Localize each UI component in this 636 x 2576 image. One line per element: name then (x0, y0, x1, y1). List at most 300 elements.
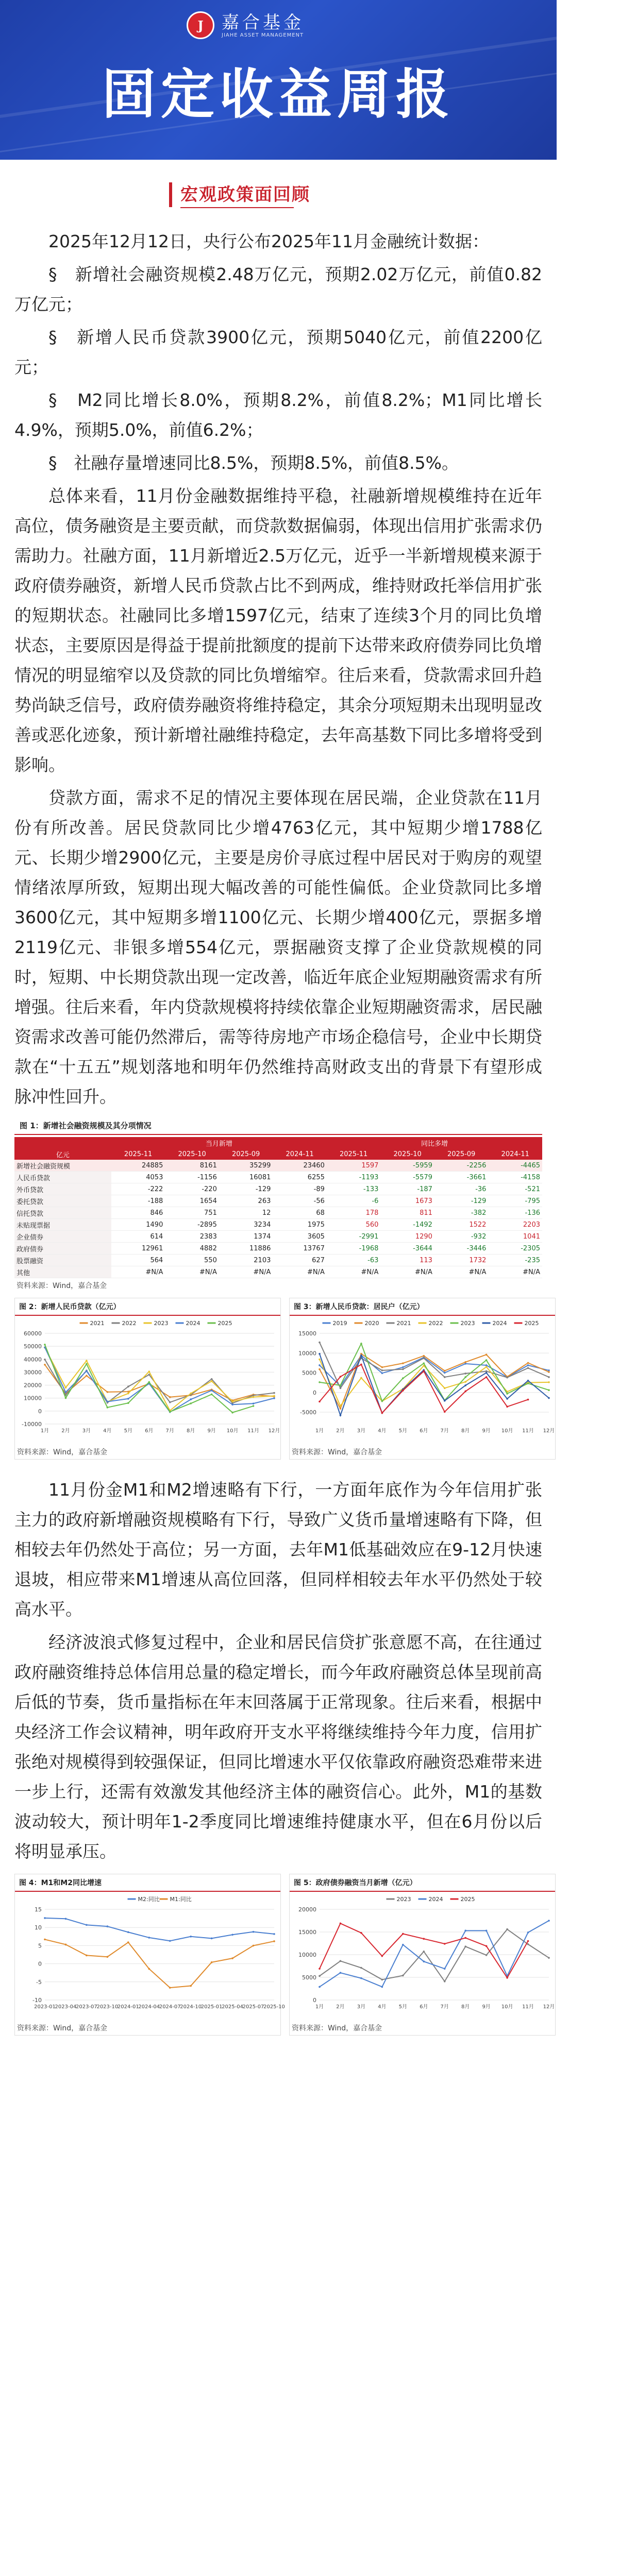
x-tick-label: 2023-10 (96, 2004, 119, 2010)
table-row (14, 1207, 542, 1219)
table-cell: -235 (488, 1255, 542, 1266)
table-cell: -129 (434, 1195, 489, 1207)
y-tick-label: 10000 (298, 1952, 316, 1958)
data-point (381, 1412, 383, 1414)
table-cell: -63 (327, 1255, 381, 1266)
data-point (486, 1370, 488, 1372)
data-point (253, 1402, 255, 1404)
data-point (548, 1389, 550, 1391)
logo-name-en: JIAHE ASSET MANAGEMENT (222, 32, 304, 38)
x-tick-label: 9月 (482, 1428, 491, 1434)
legend-label: M2:同比 (138, 1896, 160, 1903)
table-cell: 11886 (219, 1243, 273, 1255)
table-cell: -188 (111, 1195, 165, 1207)
table-cell: -3661 (434, 1172, 489, 1183)
table-column-header: 2025-09 (219, 1148, 273, 1160)
data-point (127, 1931, 129, 1934)
data-point (548, 1397, 550, 1399)
section-heading (0, 160, 557, 227)
data-point (273, 1392, 275, 1394)
x-tick-label: 7月 (440, 1428, 449, 1434)
data-point (360, 1343, 362, 1345)
chart-m1-m2 (14, 1874, 285, 2036)
table-cell: -2991 (327, 1231, 381, 1243)
x-tick-label: 2023-01 (34, 2004, 56, 2010)
table-row-label: 企业债券 (14, 1231, 111, 1243)
data-point (319, 1342, 321, 1344)
logo-text (222, 13, 304, 38)
chart-row-1 (14, 1298, 555, 1460)
data-point (527, 1940, 529, 1942)
data-point (506, 1393, 508, 1395)
y-tick-label: 0 (38, 1960, 42, 1968)
data-point (360, 1932, 362, 1934)
x-tick-label: 9月 (207, 1428, 216, 1434)
table-cell: 3605 (273, 1231, 327, 1243)
data-point (486, 1366, 488, 1368)
y-tick-label: 0 (313, 1389, 316, 1396)
table-cell: 6255 (273, 1172, 327, 1183)
x-tick-label: 6月 (420, 2004, 428, 2010)
data-point (190, 1936, 192, 1938)
data-point (486, 1945, 488, 1947)
data-point (169, 1940, 171, 1942)
data-point (190, 1985, 192, 1987)
x-tick-label: 1月 (315, 2004, 324, 2010)
data-point (65, 1918, 67, 1920)
table-cell: 1490 (111, 1219, 165, 1231)
figure-1 (14, 1117, 542, 1293)
data-point (548, 1957, 550, 1959)
data-point (360, 1977, 362, 1979)
legend-label: 2023 (154, 1320, 169, 1327)
data-point (107, 1925, 109, 1927)
chart-caption: 图 2：新增人民币贷款（亿元） (15, 1298, 280, 1316)
data-point (340, 1922, 342, 1924)
table-cell: 1975 (273, 1219, 327, 1231)
y-tick-label: 5 (38, 1942, 42, 1950)
data-point (107, 1401, 109, 1403)
table-cell: -2305 (488, 1243, 542, 1255)
data-point (231, 1934, 233, 1936)
chart-caption: 图 4：M1和M2同比增速 (15, 1874, 280, 1892)
series-line-2024 (320, 1921, 549, 1987)
data-point (381, 1366, 383, 1368)
table-cell: 614 (111, 1231, 165, 1243)
table-cell: -129 (219, 1183, 273, 1195)
legend-label: 2021 (90, 1320, 105, 1327)
series-line-M2 (45, 1918, 274, 1941)
data-point (107, 1406, 109, 1409)
data-point (464, 1945, 466, 1947)
x-tick-label: 12月 (268, 1428, 280, 1434)
data-point (464, 1372, 466, 1375)
legend-label: 2025 (217, 1320, 232, 1327)
data-point (360, 1354, 362, 1357)
data-point (402, 1975, 404, 1977)
chart-svg (290, 1316, 555, 1445)
table-cell: -382 (434, 1207, 489, 1219)
table-cell: 1597 (327, 1160, 381, 1172)
table-cell: -136 (488, 1207, 542, 1219)
data-point (44, 1364, 46, 1366)
y-tick-label: -10000 (22, 1421, 42, 1428)
data-point (340, 1960, 342, 1962)
data-point (86, 1360, 88, 1362)
x-tick-label: 10月 (226, 1428, 239, 1434)
table-cell: -222 (111, 1183, 165, 1195)
x-tick-label: 2025-01 (200, 2004, 223, 2010)
data-point (527, 1943, 529, 1945)
data-point (444, 1370, 446, 1372)
data-point (340, 1387, 342, 1389)
data-point (211, 1389, 213, 1392)
table-cell: 1041 (488, 1231, 542, 1243)
data-point (527, 1364, 529, 1366)
table-cell: -5959 (380, 1160, 434, 1172)
data-point (148, 1370, 150, 1372)
paragraph-overview: 总体来看，11月份金融数据维持平稳，社融新增规模维持在近年高位，债务融资是主要贡献，而贷款数据偏弱，体现出信用扩张需求仍需助力。社融方面，11月新增近2.5万亿元，近乎一半新增规模来源于政府债券融资，新增人民币贷款占比不到两成，维持财政托举信用扩张的短期状态。社融同比多增1597亿元，结束了连续3个月的同比负增状态，主要原因是得益于提前批额度的提前下达带来政府债券同比负增情况的明显缩窄以及贷款的同比负增缩窄。往后来看，贷款需求回升趋势尚缺乏信号，政府债券融资将维持稳定，其余分项短期未出现明显改善或恶化迹象，预计新增社融维持稳定，去年高基数下同比多增将受到影响。 (14, 486, 542, 775)
table-row-label: 股票融资 (14, 1255, 111, 1266)
x-tick-label: 4月 (378, 2004, 387, 2010)
x-tick-label: 2025-10 (263, 2004, 285, 2010)
table-row-label: 委托贷款 (14, 1195, 111, 1207)
data-point (548, 1381, 550, 1383)
data-point (211, 1380, 213, 1382)
data-point (127, 1402, 129, 1404)
table-cell: 68 (273, 1207, 327, 1219)
data-point (190, 1402, 192, 1404)
series-line-2025 (45, 1345, 254, 1413)
data-point (527, 1367, 529, 1369)
table-cell: -6 (327, 1195, 381, 1207)
table-row (14, 1160, 542, 1172)
table-cell: -1968 (327, 1243, 381, 1255)
table-row-label: 信托贷款 (14, 1207, 111, 1219)
financing-table (14, 1137, 542, 1278)
chart-caption: 图 5：政府债券融资当月新增（亿元） (290, 1874, 555, 1892)
table-row (14, 1231, 542, 1243)
data-point (402, 1368, 404, 1370)
bullet-social-financing: § 新增社会融资规模2.48万亿元，预期2.02万亿元，前值0.82万亿元； (14, 264, 542, 314)
table-cell: 1290 (380, 1231, 434, 1243)
table-cell: #N/A (434, 1266, 489, 1278)
table-cell: -521 (488, 1183, 542, 1195)
table-row-label: 人民币贷款 (14, 1172, 111, 1183)
y-tick-label: 5000 (302, 1974, 316, 1981)
x-tick-label: 11月 (247, 1428, 259, 1434)
y-tick-label: 60000 (24, 1330, 42, 1337)
table-cell: 846 (111, 1207, 165, 1219)
data-point (527, 1362, 529, 1364)
legend-label: 2022 (122, 1320, 137, 1327)
data-point (423, 1938, 425, 1940)
y-tick-label: -5 (36, 1978, 42, 1986)
y-tick-label: 40000 (24, 1356, 42, 1363)
table-cell: 1374 (219, 1231, 273, 1243)
table-cell: -187 (380, 1183, 434, 1195)
data-point (486, 1376, 488, 1378)
y-tick-label: 20000 (298, 1906, 316, 1913)
data-point (423, 1355, 425, 1357)
x-tick-label: 8月 (461, 2004, 470, 2010)
x-tick-label: 2024-04 (138, 2004, 160, 2010)
data-point (464, 1930, 466, 1932)
figure-1-source: 资料来源：Wind，嘉合基金 (16, 1282, 107, 1290)
table-cell: 4882 (165, 1243, 219, 1255)
x-tick-label: 6月 (420, 1428, 428, 1434)
data-point (402, 1362, 404, 1364)
x-tick-label: 1月 (315, 1428, 324, 1434)
data-point (506, 1377, 508, 1379)
data-point (486, 1354, 488, 1356)
data-point (464, 1361, 466, 1363)
data-point (340, 1405, 342, 1407)
legend-label: 2020 (364, 1320, 379, 1327)
table-row (14, 1183, 542, 1195)
table-cell: #N/A (165, 1266, 219, 1278)
data-point (444, 1376, 446, 1378)
x-tick-label: 8月 (461, 1428, 470, 1434)
section-accent-bar (169, 182, 172, 207)
x-tick-label: 11月 (522, 1428, 534, 1434)
chart-new-rmb-loans (14, 1298, 281, 1460)
table-cell: -1492 (380, 1219, 434, 1231)
data-point (486, 1359, 488, 1361)
data-point (548, 1369, 550, 1371)
table-cell: -220 (165, 1183, 219, 1195)
data-point (273, 1395, 275, 1397)
table-cell: -4465 (488, 1160, 542, 1172)
table-cell: -3446 (434, 1243, 489, 1255)
x-tick-label: 4月 (103, 1428, 112, 1434)
table-cell: #N/A (111, 1266, 165, 1278)
table-row (14, 1172, 542, 1183)
legend-label: M1:同比 (170, 1896, 192, 1903)
data-point (527, 1382, 529, 1384)
table-row-label: 外币贷款 (14, 1183, 111, 1195)
x-tick-label: 10月 (501, 1428, 513, 1434)
data-point (319, 1968, 321, 1970)
data-point (169, 1987, 171, 1989)
data-point (444, 1968, 446, 1970)
data-point (169, 1401, 171, 1403)
table-row-label: 政府债券 (14, 1243, 111, 1255)
table-column-header: 2024-11 (488, 1148, 542, 1160)
table-cell: #N/A (380, 1266, 434, 1278)
data-point (44, 1917, 46, 1919)
data-point (360, 1364, 362, 1366)
data-point (211, 1961, 213, 1963)
x-tick-label: 1月 (40, 1428, 49, 1434)
x-tick-label: 11月 (522, 2004, 534, 2010)
data-point (464, 1384, 466, 1386)
data-point (527, 1399, 529, 1401)
data-point (381, 1979, 383, 1981)
y-tick-label: 15000 (298, 1929, 316, 1936)
x-tick-label: 8月 (186, 1428, 195, 1434)
y-tick-label: 10000 (24, 1395, 42, 1402)
data-point (319, 1401, 321, 1403)
data-point (169, 1411, 171, 1413)
section-title: 宏观政策面回顾 (180, 184, 310, 205)
table-cell: #N/A (488, 1266, 542, 1278)
table-group-header-left: 当月新增 (111, 1137, 327, 1148)
chart-svg (15, 1892, 285, 2021)
table-group-header-right: 同比多增 (327, 1137, 542, 1148)
x-tick-label: 12月 (543, 2004, 555, 2010)
x-tick-label: 2月 (61, 1428, 70, 1434)
chart-caption: 图 3：新增人民币贷款：居民户（亿元） (290, 1298, 555, 1316)
data-point (381, 1955, 383, 1957)
data-point (107, 1391, 109, 1393)
table-row (14, 1195, 542, 1207)
table-cell: 1654 (165, 1195, 219, 1207)
data-point (190, 1398, 192, 1400)
data-point (211, 1378, 213, 1380)
data-point (402, 1389, 404, 1392)
table-cell: 263 (219, 1195, 273, 1207)
chart-source: 资料来源：Wind，嘉合基金 (292, 1448, 382, 1456)
x-tick-label: 2024-01 (117, 2004, 139, 2010)
data-point (381, 1400, 383, 1402)
bullet-money-supply: § M2同比增长8.0%，预期8.2%，前值8.2%；M1同比增长4.9%，预期5.0%，前值6.2%； (14, 390, 542, 440)
data-point (319, 1368, 321, 1370)
article-body-2 (0, 1475, 557, 1867)
data-point (360, 1967, 362, 1969)
table-cell: 560 (327, 1219, 381, 1231)
x-tick-label: 3月 (357, 2004, 366, 2010)
x-tick-label: 5月 (124, 1428, 133, 1434)
y-tick-label: -10 (32, 1997, 42, 2004)
chart-government-bonds (289, 1874, 556, 2036)
chart-row-2 (14, 1874, 555, 2036)
x-tick-label: 3月 (357, 1428, 366, 1434)
company-logo (187, 11, 304, 39)
data-point (65, 1392, 67, 1394)
table-row (14, 1219, 542, 1231)
table-cell: 12 (219, 1207, 273, 1219)
x-tick-label: 6月 (145, 1428, 154, 1434)
header-banner (0, 0, 557, 160)
data-point (423, 1362, 425, 1364)
table-cell: 2103 (219, 1255, 273, 1266)
table-cell: #N/A (219, 1266, 273, 1278)
data-point (402, 1366, 404, 1368)
table-cell: 24885 (111, 1160, 165, 1172)
table-cell: -5579 (380, 1172, 434, 1183)
data-point (340, 1408, 342, 1410)
legend-label: 2023 (396, 1896, 411, 1903)
x-tick-label: 2024-07 (159, 2004, 181, 2010)
data-point (423, 1951, 425, 1953)
data-point (486, 1364, 488, 1366)
legend-label: 2023 (460, 1320, 475, 1327)
table-cell: 2203 (488, 1219, 542, 1231)
data-point (273, 1933, 275, 1935)
data-point (340, 1376, 342, 1378)
data-point (65, 1943, 67, 1945)
legend-label: 2019 (332, 1320, 347, 1327)
y-tick-label: 10 (35, 1924, 42, 1931)
data-point (444, 1400, 446, 1402)
data-point (211, 1938, 213, 1940)
intro-paragraph: 2025年12月12日，央行公布2025年11月金融统计数据： (48, 231, 489, 251)
x-tick-label: 2023-07 (76, 2004, 97, 2010)
table-row-label: 新增社会融资规模 (14, 1160, 111, 1172)
data-point (444, 1943, 446, 1945)
table-column-header: 2024-11 (273, 1148, 327, 1160)
table-cell: 2383 (165, 1231, 219, 1243)
data-point (107, 1956, 109, 1958)
chart-source: 资料来源：Wind，嘉合基金 (17, 1448, 108, 1456)
data-point (319, 1381, 321, 1383)
y-tick-label: 50000 (24, 1343, 42, 1350)
y-tick-label: 5000 (302, 1369, 316, 1377)
data-point (506, 1928, 508, 1930)
chart-svg (15, 1316, 280, 1445)
data-point (340, 1972, 342, 1974)
table-cell: 1522 (434, 1219, 489, 1231)
chart-source: 资料来源：Wind，嘉合基金 (17, 2024, 108, 2032)
data-point (319, 1359, 321, 1361)
table-row (14, 1243, 542, 1255)
data-point (44, 1344, 46, 1346)
table-cell: -2256 (434, 1160, 489, 1172)
data-point (231, 1403, 233, 1405)
y-tick-label: 0 (313, 1997, 316, 2004)
legend-label: 2021 (396, 1320, 411, 1327)
data-point (231, 1957, 233, 1959)
table-column-header: 亿元 (14, 1148, 111, 1160)
table-cell: 8161 (165, 1160, 219, 1172)
data-point (319, 1364, 321, 1366)
data-point (464, 1381, 466, 1383)
table-cell: 627 (273, 1255, 327, 1266)
legend-label: 2024 (186, 1320, 200, 1327)
data-point (548, 1920, 550, 1922)
x-tick-label: 2025-04 (222, 2004, 243, 2010)
data-point (340, 1414, 342, 1416)
x-tick-label: 12月 (543, 1428, 555, 1434)
data-point (402, 1377, 404, 1379)
section-underline (180, 207, 294, 208)
data-point (360, 1377, 362, 1379)
data-point (486, 1930, 488, 1932)
data-point (486, 1954, 488, 1956)
data-point (273, 1940, 275, 1942)
data-point (506, 1977, 508, 1979)
data-point (86, 1375, 88, 1377)
bullet-rmb-loans: § 新增人民币贷款3900亿元，预期5040亿元，前值2200亿元； (14, 327, 542, 377)
table-cell: 4053 (111, 1172, 165, 1183)
legend-label: 2022 (428, 1320, 443, 1327)
table-cell: -56 (273, 1195, 327, 1207)
table-cell: 13767 (273, 1243, 327, 1255)
table-cell: #N/A (273, 1266, 327, 1278)
data-point (506, 1406, 508, 1408)
table-cell: 550 (165, 1255, 219, 1266)
data-point (148, 1381, 150, 1383)
data-point (253, 1945, 255, 1947)
data-point (527, 1931, 529, 1934)
data-point (231, 1400, 233, 1402)
x-tick-label: 3月 (82, 1428, 91, 1434)
data-point (65, 1397, 67, 1399)
table-row-label: 其他 (14, 1266, 111, 1278)
legend-label: 2025 (524, 1320, 539, 1327)
data-point (464, 1391, 466, 1393)
